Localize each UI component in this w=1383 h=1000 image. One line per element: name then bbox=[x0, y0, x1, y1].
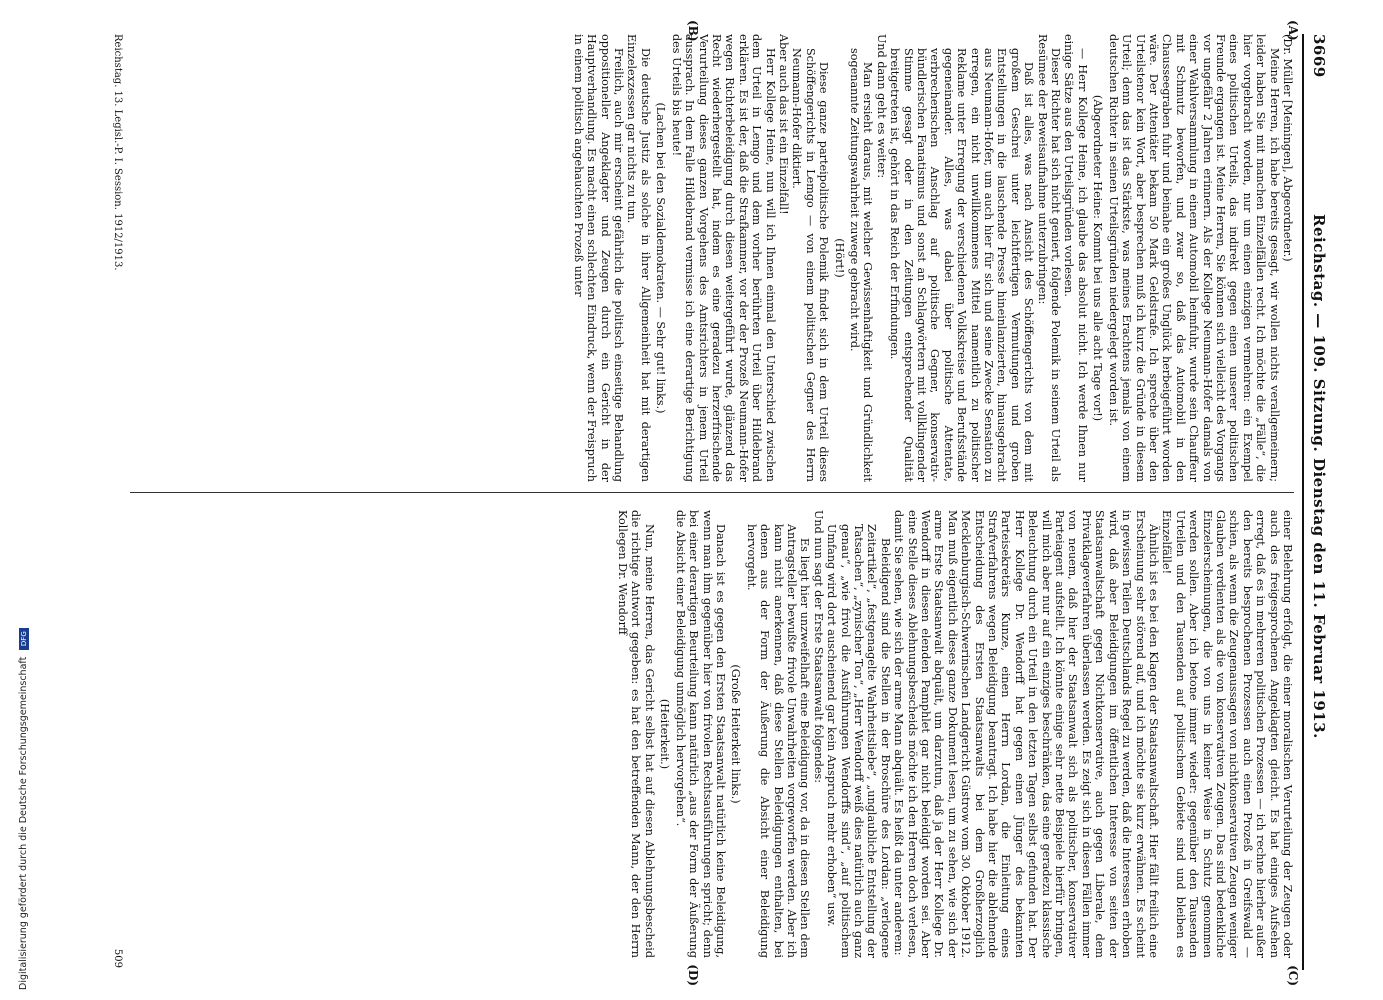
paragraph: Danach ist es gegen den Ersten Staatsanwalt natürlich keine Beleidigung, wenn man ihm gegenüber hier von frivolen Rechtsausführungen spricht; denn bei einer derartigen Beurteilung kann natürlich „aus der Form der Äußerung die Absicht einer Beleidigung unmöglich hervorgehen“. bbox=[673, 510, 727, 958]
paragraph: Freilich, auch mir erscheint gefährlich die politisch einseitige Behandlung oppositioneller Angeklagter und Zeugen durch ein Gericht in der Hauptverhandlung. Es macht einen schlechten Eindruck, wenn der Freispruch in einem politisch angehauchten Prozeß unter bbox=[571, 34, 626, 482]
digitization-note bbox=[0, 0, 28, 1000]
paragraph: Nun, meine Herren, das Gericht selbst hat auf diesen Ablehnungsbescheid die richtige Antwort gegeben: es hat den betreffenden Mann, der den Herrn Kollegen Dr. Wendorff bbox=[616, 510, 656, 958]
margin-marker-c: (C) bbox=[1286, 965, 1300, 986]
paragraph: (Heiterkeit.) bbox=[658, 698, 672, 770]
paragraph: Dieser Richter hat sich nicht geniert, folgende Polemik in seinem Urteil als Resümee der Beweisaufnahme unterzubringen: bbox=[1035, 34, 1063, 482]
paragraph: Diese ganze parteipolitische Polemik findet sich in dem Urteil dieses Schöffengerichts in Lemgo — von einem politischen Gegner des Herrn Neumann-Hofer diktiert. bbox=[790, 48, 831, 482]
paragraph: (Abgeordneter Heine: Kommt bei uns alle acht Tage vor!) bbox=[1091, 94, 1105, 422]
left-text-column bbox=[110, 34, 1294, 482]
page-header bbox=[1302, 34, 1330, 970]
footer-number: 509 bbox=[112, 948, 123, 968]
paragraph: Daß ist alles, was nach Ansicht des Schöffengerichts von dem mit großem Geschrei unter leichtfertigen Vermutungen und groben Entstellungen in die lauschende Presse hineinlanzierten, hinausgebracht aus Neumann-Hofer, um auch hier für sich und seine Zwecke Sensation zu erregen, ein nicht unwillkommenes Mittel namentlich zu politischer Reklame unter Erregung der verschiedenen Volkskreise und Berufsstände gegeneinander. Alles, was dabei über politische Attentate, verbrecherischen Anschlag auf politische Gegner, konservativ-bündlerischen Fanatismus und sonst an Schlagwörtern mit vollklingender Stimme gesagt oder in den Zeitungen entsprechender Qualität breitgetreten ist, gehört in das Reich der Erfindungen. bbox=[888, 48, 1036, 482]
paragraph: Man ersieht daraus, mit welcher Gewissenhaftigkeit und Gründlichkeit sogenannte Zeitungswahrheit zuwege gebracht wird. bbox=[848, 48, 875, 482]
digitization-credit: Digitalisierung gefördert durch die Deutsche Forschungsgemeinschaft bbox=[18, 656, 29, 990]
paragraph: einer Belehrung erfolgt, die einer moralischen Verurteilung der Zeugen oder auch des freigesprochenen Angeklagten gleicht. Es hat einiges Aufsehen erregt, daß es in mehreren politischen Prozessen — ich rechne hierher außer den bereits besprochenen Prozessen auch einen Prozeß in Greifswald — schien, als wenn die Zeugenaussagen von nichtkonservativen Zeugen weniger Glauben verdienten als die von konservativen Zeugen. Das sind bedenkliche Einzelerscheinungen, die von uns in keiner Weise in Schutz genommen werden sollen. Aber ich betone immer wieder: gegenüber den Tausenden Urteilen und den Tausenden auf politischem Gebiete sind und bleiben es Einzelfälle! bbox=[1160, 510, 1294, 958]
margin-marker-d: (D) bbox=[686, 964, 700, 986]
paragraph: (Lachen bei den Sozialdemokraten. — Sehr gut! links.) bbox=[654, 102, 668, 414]
footer-reference: Reichstag. 13. Legisl.-P. I. Session. 1912/1913. bbox=[112, 34, 123, 271]
paragraph: Beleidigend sind die Stellen in der Broschüre des Lordan: „verlogene Zeitartikel“, „festgenagelte Wahrheitsliebe“, „unglaubliche Entstellung der Tatsachen“, „zynischer Ton“, „Herr Wendorff weiß dies natürlich auch ganz genau“, „wie frivol die Ausführungen Wendorffs sind“, „auf politischem Umfang wird dort auscheinend gar kein Anspruch mehr erhoben“ usw. bbox=[825, 524, 892, 958]
paragraph: Und nun sagt der Erste Staatsanwalt folgendes: bbox=[811, 510, 825, 783]
right-text-column bbox=[110, 510, 1294, 958]
paragraph: Meine Herren, ich habe bereits gesagt, wir wollen nichts verallgemeinern; leider haben Sie mit manchen Einzelfällen recht. Ich möchte die „Fälle“, die hier vorgebracht worden, nur um einen einzigen vermehren: ein Exempel eines politischen Urteils, das indirekt gegen einen unserer politischen Freunde ergangen ist. Meine Herren, Sie können sich vielleicht des Vorgangs vor ungefähr 2 Jahren erinnern. Als der Kollege Neumann-Hofer damals von einer Wahlversammlung in einem Automobil heimfuhr, wurde sein Chauffeur mit Schmutz beworfen, und zwar so, daß das Automobil in den Chausseegraben fuhr und beinahe ein großes Unglück herbeigeführt worden wäre. Der Attentäter bekam 50 Mark Geldstrafe. Ich spreche über den Urteilstenor kein Wort, aber besprechen muß ich kurz die Gründe in diesem Urteil; denn das ist das Stärkste, was meines Erachtens jemals von einem deutschen Richter in seinen Urteilsgründen niedergelegt worden ist. bbox=[1106, 34, 1281, 482]
column-divider bbox=[130, 492, 1294, 493]
margin-marker-b: (B) bbox=[686, 20, 700, 42]
rotated-document-page bbox=[90, 20, 1340, 986]
paragraph: Es liegt hier unzweifelhaft eine Beleidigung vor, da in diesen Stellen dem Antragsteller bewußte frivole Unwahrheiten vorgeworfen werden. Aber ich kann nicht anerkennen, daß diese Stellen Beleidigungen enthalten, bei denen aus der Form der Äußerung die Absicht einer Beleidigung hervorgeht. bbox=[744, 524, 812, 958]
dfg-logo: DFG bbox=[19, 628, 29, 650]
paragraph: (Dr. Müller [Meiningen], Abgeordneter.) bbox=[1281, 34, 1294, 262]
page-title: Reichstag. — 109. Sitzung. Dienstag den 11. Februar 1913. bbox=[1310, 214, 1328, 739]
paragraph: Und dann geht es weiter: bbox=[874, 34, 888, 179]
paragraph: (Große Heiterkeit links.) bbox=[729, 664, 743, 804]
paragraph: Aber auch das ist ein Einzelfall! bbox=[776, 34, 790, 215]
paragraph: Ähnlich ist es bei den Klagen der Staatsanwaltschaft. Hier fällt freilich eine Erscheinung sehr störend auf, und ich möchte sie kurz erwähnen. Es scheint in gewissen Teilen Deutschlands Regel zu werden, daß die Interessen erhoben wird, daß aber Beleidigungen im öffentlichen Interesse von seiten der Staatsanwaltschaft gegen Nichtkonservative, auch gegen Liberale, dem Privatklageverfahren überlassen werden. Es zeigt sich in diesen Fällen immer von neuem, daß hier der Staatsanwalt sich als politischer, konservativer Parteiagent aufstellt. Ich könnte einige sehr nette Beispiele hierfür bringen, will mich aber nur auf ein einziges beschränken, das eine geradezu klassische Beleuchtung durch ein Urteil in den letzten Tagen selbst gefunden hat. Der Herr Kollege Dr. Wendorff hat gegen einen Jünger des bekannten Parteisekretärs Kunze, einen Herrn Lordan, die Einleitung eines Strafverfahrens wegen Beleidigung beantragt. Ich habe hier die ablehnende Entscheidung des Ersten Staatsanwalts bei dem Großherzoglich Mecklenburgisch-Schwerinschen Landgericht Güstrow vom 30. Oktober 1912. Man muß eigentlich dieses ganze Dokument lesen, um zu sehen, wie sich der arme Erste Staatsanwalt abquält, um darzutun, daß ja der Herr Kollege Dr. Wendorff in diesen elenden Pamphlet gar nicht beleidigt worden sei. Aber eine Stelle dieses Ablehnungsbescheids möchte ich den Herren doch verlesen, damit Sie sehen, wie sich der arme Mann abquält. Es heißt da unter anderem: bbox=[892, 510, 1160, 958]
paragraph: Herr Kollege Heine, nun will ich Ihnen einmal den Unterschied zwischen dem Urteil in Lemgo und dem vorher berührten Urteil über Hildebrand erklären. Es ist der, daß die Strafkammer, vor der der Prozeß Neumann-Hofer wegen Richterbeleidigung durch diesen weitergeführt wurde, glänzend das Recht wiederhergestellt hat, indem es eine geradezu herzerfrischende Verurteilung dieses ganzen Vorgehens des Amtsrichters in jenem Urteil aussprach. In dem Falle Hildebrand vermisse ich eine derartige Berichtigung des Urteils bis heute! bbox=[669, 34, 777, 482]
page-number: 3669 bbox=[1310, 34, 1328, 78]
paragraph: — Herr Kollege Heine, ich glaube das absolut nicht. Ich werde Ihnen nur einige Sätze aus den Urteilsgründen vorlesen. bbox=[1062, 34, 1089, 482]
paragraph: (Hört!) bbox=[832, 238, 846, 278]
paragraph: Die deutsche Justiz als solche in ihrer Allgemeinheit hat mit derartigen Einzelexzessen gar nichts zu tun. bbox=[625, 34, 652, 482]
margin-marker-a: (A) bbox=[1286, 20, 1300, 41]
